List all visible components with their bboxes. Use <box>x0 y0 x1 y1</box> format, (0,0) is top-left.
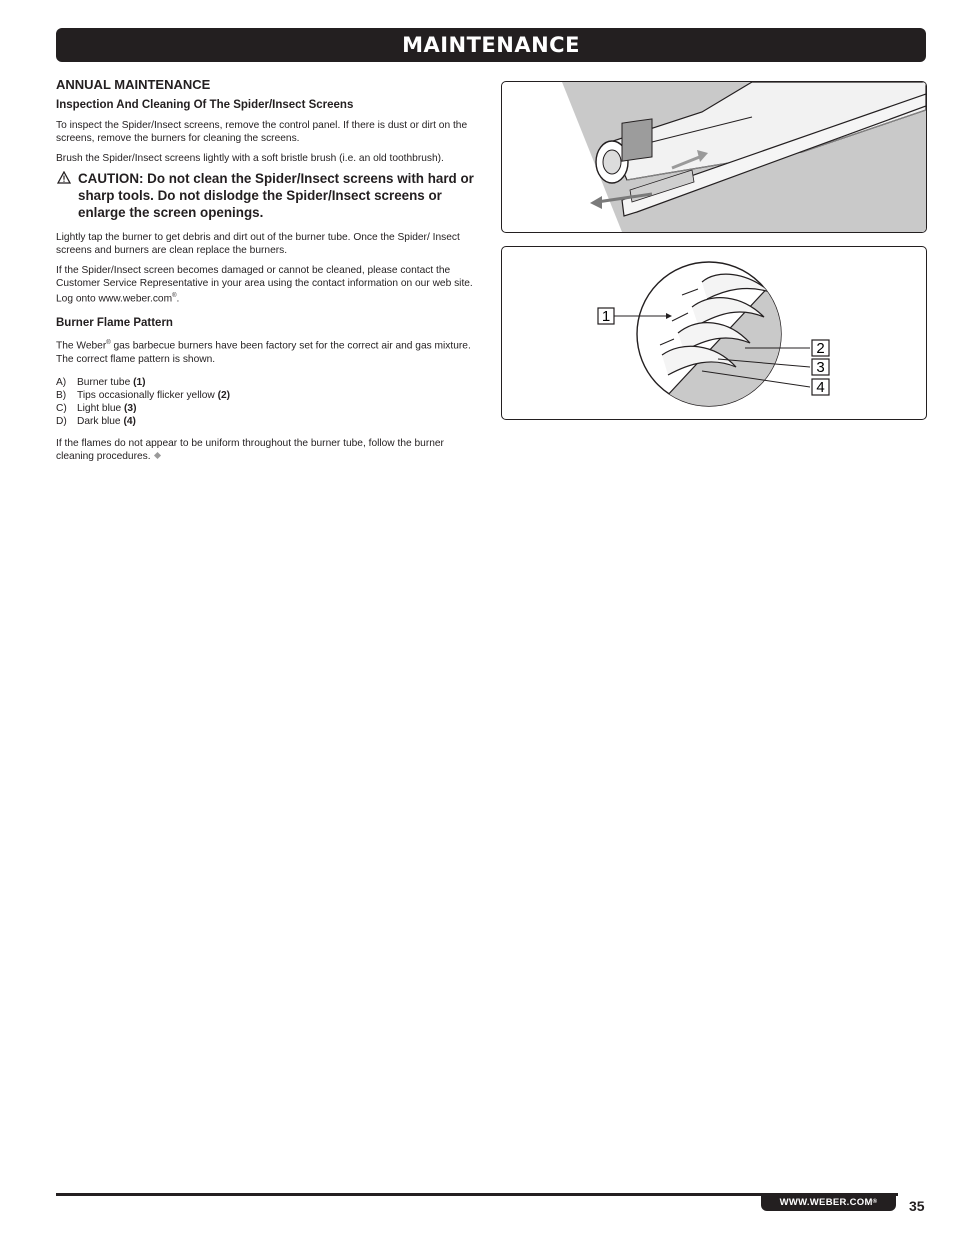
flame-p1-b: gas barbecue burners have been factory set for the correct air and gas mixture. The correct flame pattern is shown. <box>56 340 471 365</box>
list-label <box>77 415 136 428</box>
page-number: 35 <box>909 1198 925 1214</box>
list-item <box>56 376 481 389</box>
list-num: (3) <box>124 402 137 414</box>
flame-p1-a: The Weber <box>56 340 107 352</box>
inspection-paragraph-1: To inspect the Spider/Insect screens, remove the control panel. If there is dust or dirt on the screens, remove the burners for cleaning the screens. <box>56 120 468 144</box>
list-label <box>77 402 136 415</box>
list-label-text: Dark blue <box>77 415 124 427</box>
registered-mark: ® <box>106 340 111 347</box>
callout-2: 2 <box>816 340 825 357</box>
list-label <box>77 389 230 402</box>
website-badge[interactable] <box>761 1193 896 1211</box>
list-key: B) <box>56 389 67 401</box>
warning-icon <box>57 171 71 184</box>
list-item <box>56 389 481 402</box>
burner-brush-illustration <box>501 81 927 233</box>
website-text: WWW.WEBER.COM <box>779 1196 873 1208</box>
inspection-paragraph-3: Lightly tap the burner to get debris and dirt out of the burner tube. Once the Spider/ Insect screens and burners are clean replace the burners. <box>56 232 460 256</box>
list-num: (4) <box>123 415 136 427</box>
callout-4: 4 <box>816 379 825 396</box>
caution-block <box>56 170 481 221</box>
registered-mark: ® <box>872 1199 878 1205</box>
callout-1: 1 <box>601 308 611 325</box>
page-title-banner <box>56 28 926 62</box>
list-label <box>77 376 146 389</box>
inspection-heading: Inspection And Cleaning Of The Spider/Insect Screens <box>56 99 354 111</box>
list-item <box>56 415 481 428</box>
flame-pattern-illustration <box>501 246 927 420</box>
flame-heading: Burner Flame Pattern <box>56 317 173 330</box>
flame-pattern-drawing <box>502 247 926 419</box>
inspection-paragraph-4 <box>56 264 481 305</box>
registered-mark: ® <box>172 293 177 299</box>
end-diamond-icon <box>154 452 161 459</box>
main-text-column <box>56 78 481 470</box>
list-item <box>56 402 481 415</box>
flame-list <box>56 376 481 428</box>
section-heading: ANNUAL MAINTENANCE <box>56 77 211 92</box>
flame-paragraph-1 <box>56 337 481 365</box>
inspection-paragraph-2: Brush the Spider/Insect screens lightly with a soft bristle brush (i.e. an old toothbrush). <box>56 153 444 164</box>
callout-3: 3 <box>816 359 825 376</box>
list-key: A) <box>56 376 67 388</box>
list-num: (2) <box>217 389 231 401</box>
page-title: MAINTENANCE <box>402 33 580 57</box>
caution-text: CAUTION: Do not clean the Spider/Insect screens with hard or sharp tools. Do not dislodge the Spider/Insect screens or enlarge the screen openings. <box>78 171 474 220</box>
burner-brush-drawing <box>502 82 926 232</box>
list-label-text: Tips occasionally flicker yellow <box>77 389 218 401</box>
flame-p2-text: If the flames do not appear to be uniform throughout the burner tube, follow the burner cleaning procedures. <box>56 437 444 462</box>
list-label-text: Light blue <box>77 402 125 414</box>
inspection-p4-end: . <box>176 293 180 305</box>
flame-paragraph-2 <box>56 437 481 463</box>
inspection-p4-text: If the Spider/Insect screen becomes damaged or cannot be cleaned, please contact the Customer Service Representative in your area using the contact information on our web site. Log onto www.weber.com <box>56 265 473 305</box>
list-key: C) <box>56 402 67 414</box>
list-key: D) <box>56 415 67 427</box>
list-label-text: Burner tube <box>77 376 134 388</box>
list-num: (1) <box>133 376 146 388</box>
